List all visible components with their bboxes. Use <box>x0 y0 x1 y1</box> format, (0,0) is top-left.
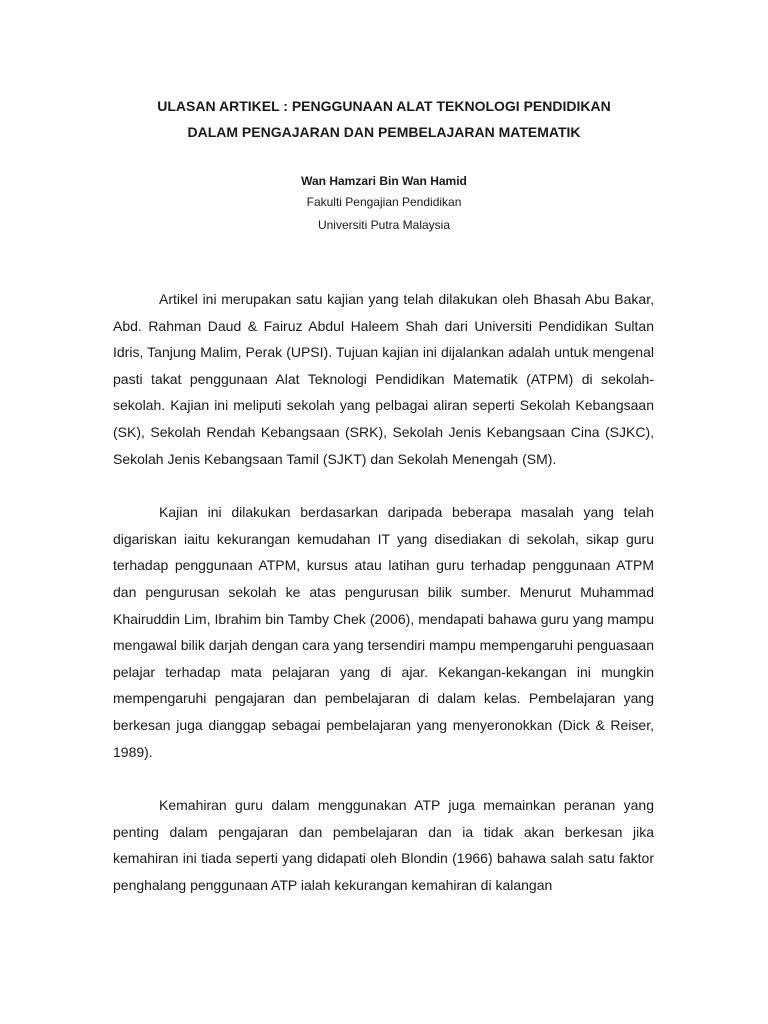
paragraph-3: Kemahiran guru dalam menggunakan ATP juga memainkan peranan yang penting dalam pengajaran dan pembelajaran dan ia tidak akan berkesan jika kemahiran ini tiada seperti yang didapati oleh Blondin (1966) bahawa salah satu faktor penghalang penggunaan ATP ialah kekurangan kemahiran di kalangan <box>113 797 654 893</box>
author-block <box>0 171 768 237</box>
title-line-2: DALAM PENGAJARAN DAN PEMBELAJARAN MATEMATIK <box>187 124 581 140</box>
paragraph-1: Artikel ini merupakan satu kajian yang telah dilakukan oleh Bhasah Abu Bakar, Abd. Rahman Daud & Fairuz Abdul Haleem Shah dari Universiti Pendidikan Sultan Idris, Tanjung Malim, Perak (UPSI). Tujuan kajian ini dijalankan adalah untuk mengenal pasti takat penggunaan Alat Teknologi Pendidikan Matematik (ATPM) di sekolah-sekolah. Kajian ini meliputi sekolah yang pelbagai aliran seperti Sekolah Kebangsaan (SK), Sekolah Rendah Kebangsaan (SRK), Sekolah Jenis Kebangsaan Cina (SJKC), Sekolah Jenis Kebangsaan Tamil (SJKT) dan Sekolah Menengah (SM). <box>113 291 654 467</box>
document-title <box>0 93 768 145</box>
article-body <box>113 286 654 898</box>
author-faculty: Fakulti Pengajian Pendidikan <box>306 195 462 209</box>
paragraph-2: Kajian ini dilakukan berdasarkan daripada beberapa masalah yang telah digariskan iaitu kekurangan kemudahan IT yang disediakan di sekolah, sikap guru terhadap penggunaan ATPM, kursus atau latihan guru terhadap penggunaan ATPM dan pengurusan sekolah ke atas pengurusan bilik sumber. Menurut Muhammad Khairuddin Lim, Ibrahim bin Tamby Chek (2006), mendapati bahawa guru yang mampu mengawal bilik darjah dengan cara yang tersendiri mampu mempengaruhi penguasaan pelajar terhadap mata pelajaran yang di ajar. Kekangan-kekangan ini mungkin mempengaruhi pengajaran dan pembelajaran di dalam kelas. Pembelajaran yang berkesan juga dianggap sebagai pembelajaran yang menyeronokkan (Dick & Reiser, 1989). <box>113 504 654 760</box>
author-university: Universiti Putra Malaysia <box>317 218 451 232</box>
title-line-1: ULASAN ARTIKEL : PENGGUNAAN ALAT TEKNOLOGI PENDIDIKAN <box>157 98 611 114</box>
author-name: Wan Hamzari Bin Wan Hamid <box>301 174 467 188</box>
